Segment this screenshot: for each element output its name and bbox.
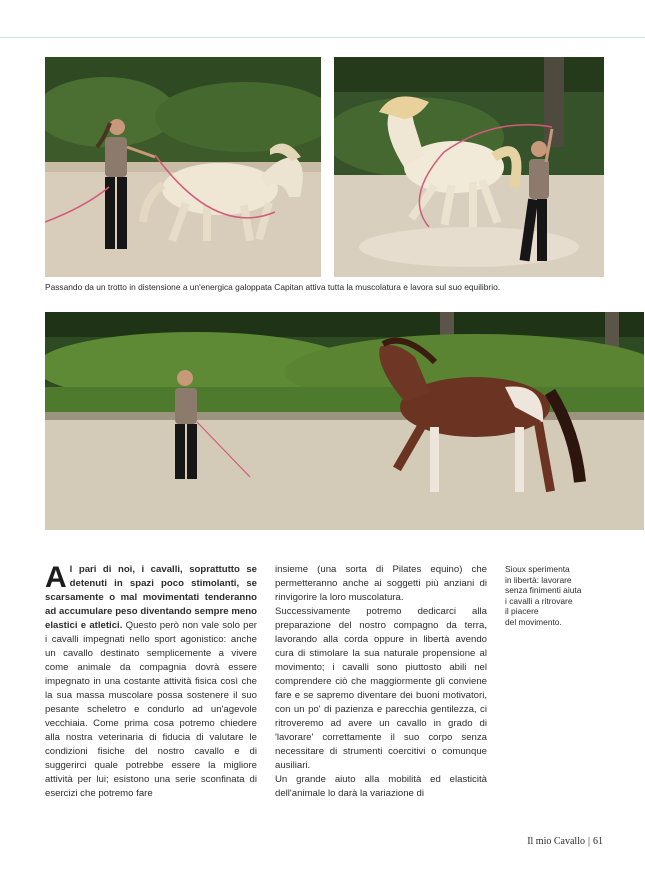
side-note-line: senza finimenti aiuta bbox=[505, 585, 582, 596]
side-note-line: il piacere bbox=[505, 606, 539, 617]
photo-cream-horse-trot bbox=[45, 57, 321, 277]
drop-cap: A bbox=[45, 561, 67, 594]
page-number: 61 bbox=[593, 836, 603, 847]
folio-separator: | bbox=[587, 836, 590, 847]
magazine-name: Il mio Cavallo bbox=[527, 836, 585, 847]
photo-cream-horse-gallop bbox=[334, 57, 604, 277]
page-folio bbox=[527, 836, 603, 847]
article-body-1: Questo però non vale solo per i cavalli impegnati nello sport agonistico: anche un cavallo destinato semplicemente a vivere come animale da compagnia dovrà essere impegnato in una costante attività fisica così che la sua massa muscolare possa sostenere il suo pesante scheletro e condurlo ad un'agevole vecchiaia. Come prima cosa potremo chiedere alla nostra veterinaria di fiducia di valutare le condizioni fisiche del nostro cavallo e di suggerirci quale potrebbe essere la migliore attività per lui; esistono una serie sconfinata di esercizi che potremo fare bbox=[45, 620, 258, 799]
paragraph: insieme (una sorta di Pilates equino) che permetteranno anche ai soggetti più anziani di rinvigorire la loro muscolatura. bbox=[275, 564, 487, 603]
paragraph: Un grande aiuto alla mobilità ed elasticità dell'animale lo darà la variazione di bbox=[275, 774, 487, 799]
article-lead: l pari di noi, i cavalli, soprattutto se detenuti in spazi poco stimolanti, se scarsamente o mal movimentati tenderanno ad accumulare peso diventando sempre meno elastici e atletici. bbox=[45, 564, 257, 631]
side-note-line: del movimento. bbox=[505, 616, 562, 627]
photo-pinto-horse-liberty bbox=[45, 312, 644, 530]
paragraph: Successivamente potremo dedicarci alla preparazione del nostro compagno da terra, lavorando alla corda oppure in libertà avendo cura di stimolare la sua naturale propensione al movimento; i cavalli sono piuttosto abili nel comprendere ciò che maggiormente gli conviene fare e se sapremo diventare dei buoni motivatori, con un po' di pazienza e parecchia gentilezza, ci ritroveremo ad avere un cavallo in grado di 'lavorare' correttamente il suo corpo senza necessitare di strumenti coercitivi o comunque ausiliari. bbox=[275, 606, 487, 771]
article-column-2 bbox=[275, 563, 487, 801]
side-note-line: Sioux sperimenta bbox=[505, 564, 570, 574]
side-note-line: in libertà: lavorare bbox=[505, 574, 572, 585]
header-rule bbox=[0, 37, 645, 38]
side-note-line: i cavalli a ritrovare bbox=[505, 595, 573, 606]
photo-caption: Passando da un trotto in distensione a un'energica galoppata Capitan attiva tutta la muscolatura e lavora sul suo equilibrio. bbox=[45, 282, 501, 292]
side-note bbox=[505, 564, 605, 628]
article-column-1 bbox=[45, 563, 257, 801]
